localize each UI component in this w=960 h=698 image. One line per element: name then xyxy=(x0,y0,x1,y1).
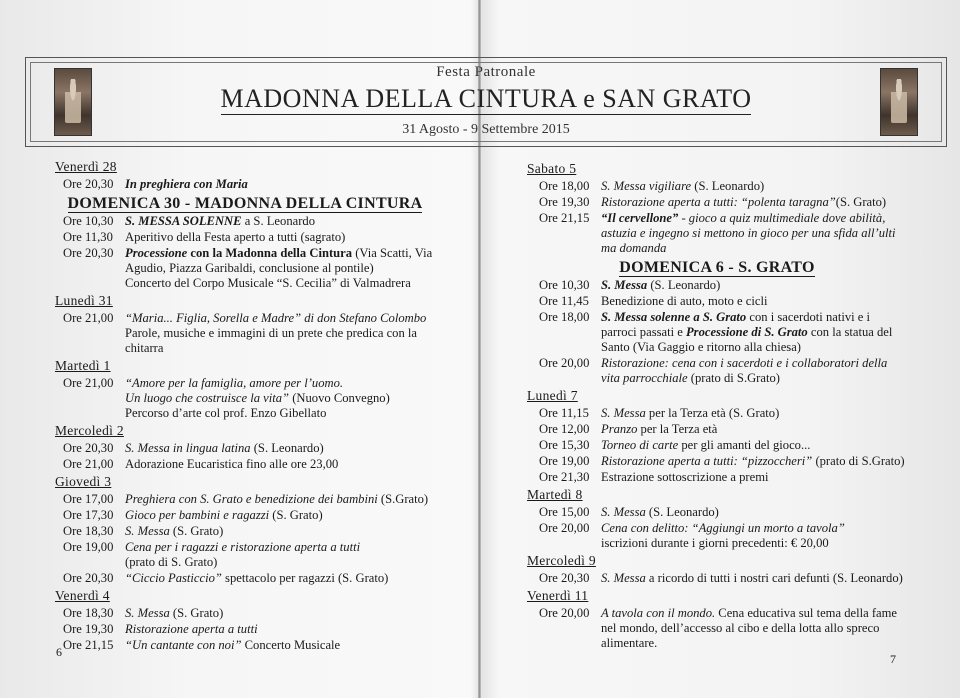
event-text: Benedizione di auto, moto e cicli xyxy=(601,294,768,308)
event-time: Ore 18,00 xyxy=(539,310,590,324)
page-title xyxy=(26,84,946,114)
event-title: Gioco per bambini e ragazzi xyxy=(125,508,270,522)
event-time: Ore 19,00 xyxy=(63,540,114,554)
event-title: S. Messa xyxy=(601,505,646,519)
event-title: Pranzo xyxy=(601,422,638,436)
event-row xyxy=(527,406,907,421)
event-desc xyxy=(125,571,435,586)
event-desc xyxy=(125,508,435,523)
event-title: Processione xyxy=(125,246,188,260)
event-desc xyxy=(125,638,435,653)
event-title: Cena per i ragazzi e ristorazione aperta a tutti xyxy=(125,540,361,554)
event-title: S. MESSA SOLENNE xyxy=(125,214,242,228)
event-text: (prato di S.Grato) xyxy=(812,454,905,468)
event-text: - gioco a quiz multimediale dove abilità, astuzia e ingegno si mettono in gioco per una sfida all’ulti ma domanda xyxy=(601,211,896,255)
event-row xyxy=(55,524,435,539)
event-desc xyxy=(601,422,907,437)
event-text: Estrazione sottoscrizione a premi xyxy=(601,470,769,484)
event-text: (S. Leonardo) xyxy=(647,278,721,292)
event-text: Concerto Musicale xyxy=(241,638,341,652)
main-day-heading xyxy=(55,196,435,211)
page-number-left: 6 xyxy=(56,645,62,659)
event-desc xyxy=(125,214,435,229)
event-title: S. Messa xyxy=(601,278,648,292)
event-text: (S. Grato) xyxy=(269,508,323,522)
event-row xyxy=(55,540,435,570)
event-text: (S. Grato) xyxy=(835,195,887,209)
event-desc xyxy=(125,441,435,456)
event-text: (Nuovo Convegno) xyxy=(289,391,390,405)
event-time: Ore 21,30 xyxy=(539,470,590,484)
event-desc xyxy=(601,438,907,453)
event-title: Ristorazione aperta a tutti: “pizzoccheri” xyxy=(601,454,813,468)
event-row xyxy=(55,638,435,653)
event-desc xyxy=(125,246,435,291)
event-desc xyxy=(601,278,907,293)
event-row xyxy=(55,230,435,245)
event-title: S. Messa xyxy=(601,571,646,585)
event-time: Ore 15,30 xyxy=(539,438,590,452)
event-desc xyxy=(601,571,907,586)
event-time: Ore 20,00 xyxy=(539,356,590,370)
event-time: Ore 15,00 xyxy=(539,505,590,519)
event-time: Ore 20,30 xyxy=(539,571,590,585)
event-desc xyxy=(601,310,907,355)
event-desc xyxy=(125,540,435,570)
event-desc xyxy=(601,606,907,651)
event-title: S. Messa xyxy=(601,406,646,420)
day-heading: Mercoledì 9 xyxy=(527,553,596,568)
event-row xyxy=(55,311,435,356)
day-heading: Sabato 5 xyxy=(527,161,577,176)
event-row xyxy=(527,278,907,293)
event-time: Ore 20,00 xyxy=(539,606,590,620)
event-text: Parole, musiche e immagini di un prete che predica con la chitarra xyxy=(125,326,417,355)
event-desc xyxy=(125,311,435,356)
right-column xyxy=(527,159,907,652)
event-row xyxy=(527,521,907,551)
day-heading: Martedì 8 xyxy=(527,487,583,502)
event-text: iscrizioni durante i giorni precedenti: € 20,00 xyxy=(601,536,829,550)
main-day-heading-text: DOMENICA 30 - MADONNA DELLA CINTURA xyxy=(67,195,423,212)
event-row xyxy=(527,438,907,453)
day-heading: Martedì 1 xyxy=(55,358,111,373)
event-desc xyxy=(601,505,907,520)
event-time: Ore 11,15 xyxy=(539,406,589,420)
day-heading: Lunedì 7 xyxy=(527,388,578,403)
event-row xyxy=(527,606,907,651)
event-time: Ore 18,30 xyxy=(63,524,114,538)
event-text: (S. Grato) xyxy=(169,524,224,538)
event-desc xyxy=(601,195,907,210)
event-title: A tavola con il mondo. xyxy=(601,606,716,620)
event-title: S. Messa solenne a S. Grato xyxy=(601,310,747,324)
event-desc xyxy=(125,622,435,637)
event-row xyxy=(55,606,435,621)
event-title: Ristorazione aperta a tutti xyxy=(125,622,258,636)
event-text: (S. Grato) xyxy=(169,606,224,620)
event-row xyxy=(55,492,435,507)
event-text: (Via Scatti, Via Agudio, Piazza Garibaldi, conclusione al pontile) xyxy=(125,246,433,275)
event-time: Ore 21,00 xyxy=(63,311,114,325)
event-desc xyxy=(125,376,435,421)
main-day-heading-text: DOMENICA 6 - S. GRATO xyxy=(619,259,815,276)
event-desc xyxy=(601,454,907,469)
event-row xyxy=(55,508,435,523)
event-time: Ore 18,30 xyxy=(63,606,114,620)
festival-dates: 31 Agosto - 9 Settembre 2015 xyxy=(402,122,570,137)
day-heading: Venerdì 11 xyxy=(527,588,589,603)
event-title: Un luogo che costruisce la vita” xyxy=(125,391,290,405)
event-desc xyxy=(601,406,907,421)
event-title: S. Messa xyxy=(125,606,170,620)
event-row xyxy=(527,571,907,586)
event-title: “Ciccio Pasticcio” xyxy=(125,571,222,585)
event-time: Ore 20,30 xyxy=(63,441,114,455)
event-title: S. Messa in lingua latina xyxy=(125,441,251,455)
event-time: Ore 17,30 xyxy=(63,508,114,522)
event-title: Preghiera con S. Grato e benedizione dei bambini xyxy=(125,492,378,506)
event-time: Ore 21,00 xyxy=(63,376,114,390)
day-heading: Giovedì 3 xyxy=(55,474,112,489)
event-title: Processione di S. Grato xyxy=(685,325,808,339)
event-row xyxy=(55,571,435,586)
event-row xyxy=(527,294,907,309)
event-time: Ore 19,30 xyxy=(63,622,114,636)
main-day-heading xyxy=(527,260,907,275)
event-row xyxy=(55,441,435,456)
event-row xyxy=(527,470,907,485)
event-row xyxy=(55,457,435,472)
event-text: Concerto del Corpo Musicale “S. Cecilia” di Valmadrera xyxy=(125,276,411,290)
event-desc xyxy=(601,179,907,194)
event-row xyxy=(527,454,907,469)
event-text: a S. Leonardo xyxy=(241,214,315,228)
event-time: Ore 10,30 xyxy=(63,214,114,228)
event-title: Ristorazione aperta a tutti: “polenta taragna” xyxy=(601,195,836,209)
event-title: Cena con delitto: “Aggiungi un morto a tavola” xyxy=(601,521,845,535)
header-banner xyxy=(25,57,947,147)
event-time: Ore 11,30 xyxy=(63,230,113,244)
event-text: In preghiera con Maria xyxy=(125,177,248,191)
event-desc xyxy=(125,524,435,539)
event-row xyxy=(527,356,907,386)
event-title: “Amore per la famiglia, amore per l’uomo. xyxy=(125,376,344,390)
event-time: Ore 21,00 xyxy=(63,457,114,471)
event-time: Ore 20,30 xyxy=(63,246,114,260)
event-desc xyxy=(601,356,907,386)
event-text: per la Terza età (S. Grato) xyxy=(645,406,780,420)
event-time: Ore 19,00 xyxy=(539,454,590,468)
event-text: (S. Leonardo) xyxy=(250,441,324,455)
event-title: Ristorazione: cena con i sacerdoti e i collaboratori della vita parrocchiale xyxy=(601,356,888,385)
day-heading: Lunedì 31 xyxy=(55,293,113,308)
event-text: con i sacerdoti nativi e i parroci passati e xyxy=(601,310,871,339)
event-time: Ore 20,30 xyxy=(63,177,114,191)
event-title: S. Messa vigiliare xyxy=(601,179,692,193)
event-text: (S.Grato) xyxy=(377,492,429,506)
event-text: spettacolo per ragazzi (S. Grato) xyxy=(221,571,389,585)
event-title: “Un cantante con noi” xyxy=(125,638,242,652)
event-title: “Maria... Figlia, Sorella e Madre” di don Stefano Colombo xyxy=(125,311,427,325)
event-row xyxy=(55,177,435,192)
event-title: S. Messa xyxy=(125,524,170,538)
event-row xyxy=(527,179,907,194)
event-bold-text: con la Madonna della Cintura xyxy=(187,246,353,260)
event-text: Cena educativa sul tema della fame nel mondo, dell’accesso al cibo e della lotta allo spreco alimentare. xyxy=(601,606,897,650)
event-text: Adorazione Eucaristica fino alle ore 23,00 xyxy=(125,457,339,471)
event-time: Ore 10,30 xyxy=(539,278,590,292)
event-row xyxy=(527,505,907,520)
event-row xyxy=(55,246,435,291)
event-row xyxy=(527,422,907,437)
event-desc xyxy=(125,606,435,621)
event-text: (S. Leonardo) xyxy=(691,179,765,193)
event-text: per la Terza età xyxy=(637,422,718,436)
event-title: “Il cervellone” xyxy=(601,211,679,225)
event-row xyxy=(55,214,435,229)
event-time: Ore 21,15 xyxy=(63,638,114,652)
event-time: Ore 11,45 xyxy=(539,294,589,308)
event-row xyxy=(55,622,435,637)
event-text: (S. Leonardo) xyxy=(645,505,719,519)
event-desc xyxy=(601,211,907,256)
event-time: Ore 12,00 xyxy=(539,422,590,436)
event-text: con la statua del Santo (Via Gaggio e ritorno alla chiesa) xyxy=(601,325,893,354)
event-time: Ore 19,30 xyxy=(539,195,590,209)
day-heading: Mercoledì 2 xyxy=(55,423,124,438)
event-text: Aperitivo della Festa aperto a tutti (sagrato) xyxy=(125,230,346,244)
event-text: per gli amanti del gioco... xyxy=(678,438,811,452)
event-text: a ricordo di tutti i nostri cari defunti (S. Leonardo) xyxy=(645,571,903,585)
event-title: Torneo di carte xyxy=(601,438,679,452)
event-row xyxy=(527,310,907,355)
event-row xyxy=(527,211,907,256)
day-heading: Venerdì 28 xyxy=(55,159,117,174)
event-time: Ore 17,00 xyxy=(63,492,114,506)
event-time: Ore 21,15 xyxy=(539,211,590,225)
event-row xyxy=(55,376,435,421)
event-desc xyxy=(601,521,907,551)
event-time: Ore 18,00 xyxy=(539,179,590,193)
event-time: Ore 20,30 xyxy=(63,571,114,585)
page-title-text: MADONNA DELLA CINTURA e SAN GRATO xyxy=(220,84,752,113)
event-row xyxy=(527,195,907,210)
festa-label: Festa Patronale xyxy=(436,64,536,80)
left-column xyxy=(55,157,435,654)
day-heading: Venerdì 4 xyxy=(55,588,110,603)
event-text: Percorso d’arte col prof. Enzo Gibellato xyxy=(125,406,327,420)
event-text: (prato di S.Grato) xyxy=(687,371,780,385)
page-number-right: 7 xyxy=(890,652,896,666)
event-time: Ore 20,00 xyxy=(539,521,590,535)
event-desc xyxy=(125,492,435,507)
event-text: (prato di S. Grato) xyxy=(125,555,218,569)
